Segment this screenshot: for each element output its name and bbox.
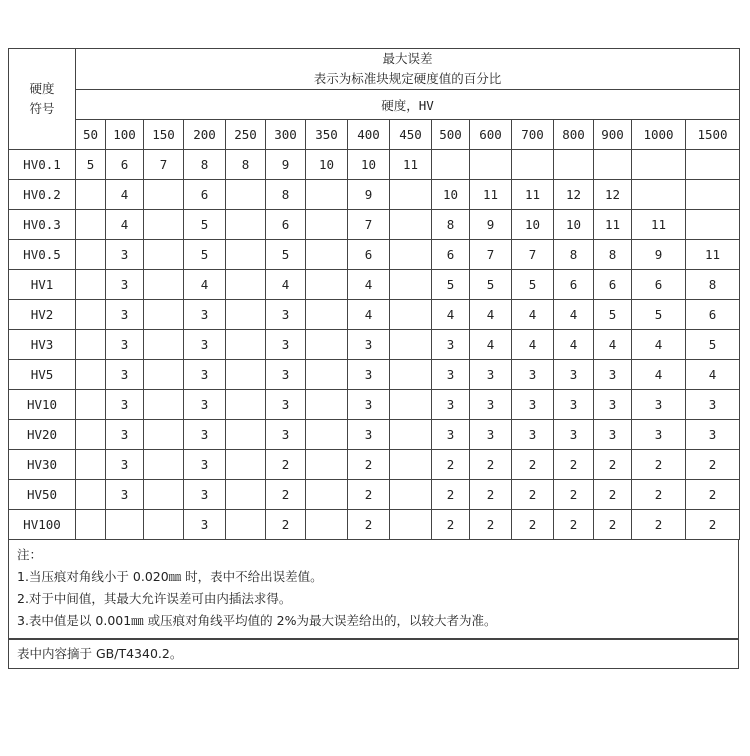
title-line2: 表示为标准块规定硬度值的百分比 [313, 71, 502, 86]
table-cell [76, 360, 106, 390]
table-cell: 11 [512, 180, 554, 210]
column-header: 50 [76, 120, 106, 150]
source-note: 表中内容摘于 GB/T4340.2。 [8, 639, 739, 669]
table-cell: 8 [226, 150, 266, 180]
column-header: 500 [432, 120, 470, 150]
table-cell: 3 [348, 360, 390, 390]
table-cell: 4 [632, 360, 686, 390]
column-header: 600 [470, 120, 512, 150]
table-row [9, 480, 740, 510]
table-row [9, 300, 740, 330]
table-cell: 3 [184, 420, 226, 450]
column-header: 250 [226, 120, 266, 150]
table-cell: 2 [432, 480, 470, 510]
table-cell [390, 300, 432, 330]
table-cell: 4 [348, 270, 390, 300]
table-cell: 8 [594, 240, 632, 270]
note-item-2: 2.对于中间值，其最大允许误差可由内插法求得。 [17, 591, 292, 606]
table-cell: 3 [184, 480, 226, 510]
table-cell: 3 [266, 300, 306, 330]
table-cell [144, 360, 184, 390]
table-cell [226, 330, 266, 360]
max-error-title [76, 49, 740, 90]
table-cell: 2 [470, 450, 512, 480]
row-label: HV0.1 [9, 150, 76, 180]
table-cell: 4 [432, 300, 470, 330]
table-cell: 10 [554, 210, 594, 240]
table-cell [390, 270, 432, 300]
table-cell [390, 360, 432, 390]
table-cell [226, 300, 266, 330]
table-cell [226, 480, 266, 510]
table-cell [144, 450, 184, 480]
table-cell [306, 510, 348, 540]
table-cell: 2 [632, 510, 686, 540]
table-cell: 3 [184, 360, 226, 390]
row-label: HV30 [9, 450, 76, 480]
table-cell: 5 [184, 210, 226, 240]
table-cell: 4 [106, 180, 144, 210]
table-cell: 7 [512, 240, 554, 270]
table-cell [554, 150, 594, 180]
table-cell: 3 [632, 420, 686, 450]
table-cell: 3 [594, 390, 632, 420]
table-cell [306, 210, 348, 240]
table-cell: 3 [470, 420, 512, 450]
table-cell [306, 330, 348, 360]
row-label: HV5 [9, 360, 76, 390]
table-cell: 2 [554, 480, 594, 510]
table-cell [144, 420, 184, 450]
table-cell: 5 [512, 270, 554, 300]
table-cell: 3 [106, 330, 144, 360]
column-header: 900 [594, 120, 632, 150]
table-cell: 4 [632, 330, 686, 360]
table-cell [594, 150, 632, 180]
table-cell [106, 510, 144, 540]
column-header: 200 [184, 120, 226, 150]
table-cell [76, 300, 106, 330]
table-cell: 9 [632, 240, 686, 270]
table-cell: 2 [432, 450, 470, 480]
table-cell [686, 210, 740, 240]
table-cell: 3 [106, 450, 144, 480]
table-cell [144, 210, 184, 240]
table-cell: 7 [144, 150, 184, 180]
table-cell [686, 150, 740, 180]
column-header: 450 [390, 120, 432, 150]
table-cell: 2 [594, 450, 632, 480]
table-cell: 2 [432, 510, 470, 540]
table-cell: 3 [106, 270, 144, 300]
table-cell [470, 150, 512, 180]
table-cell: 4 [512, 330, 554, 360]
table-row [9, 150, 740, 180]
table-cell: 11 [632, 210, 686, 240]
table-cell: 2 [266, 450, 306, 480]
table-row [9, 330, 740, 360]
table-cell: 8 [432, 210, 470, 240]
title-line1: 最大误差 [382, 51, 433, 66]
table-cell [390, 480, 432, 510]
table-cell [226, 510, 266, 540]
row-label: HV1 [9, 270, 76, 300]
table-cell: 2 [632, 480, 686, 510]
table-cell [306, 480, 348, 510]
table-cell: 3 [686, 390, 740, 420]
hardness-symbol-header [9, 49, 76, 150]
table-cell: 5 [632, 300, 686, 330]
table-cell: 7 [348, 210, 390, 240]
table-cell [390, 240, 432, 270]
table-cell [306, 450, 348, 480]
table-cell: 2 [348, 450, 390, 480]
table-cell: 6 [106, 150, 144, 180]
table-cell: 3 [594, 420, 632, 450]
table-cell [390, 420, 432, 450]
table-cell: 6 [432, 240, 470, 270]
table-row [9, 390, 740, 420]
table-cell: 8 [554, 240, 594, 270]
table-cell [226, 210, 266, 240]
table-cell: 3 [106, 240, 144, 270]
table-cell: 3 [432, 390, 470, 420]
table-cell [306, 240, 348, 270]
table-cell: 3 [632, 390, 686, 420]
table-cell [390, 390, 432, 420]
table-cell: 2 [470, 480, 512, 510]
table-cell: 2 [512, 450, 554, 480]
table-cell [144, 270, 184, 300]
table-cell: 2 [266, 480, 306, 510]
table-cell: 10 [512, 210, 554, 240]
table-cell: 6 [266, 210, 306, 240]
table-cell: 11 [686, 240, 740, 270]
table-cell: 3 [266, 360, 306, 390]
column-header: 800 [554, 120, 594, 150]
table-cell [144, 240, 184, 270]
table-cell: 4 [554, 300, 594, 330]
table-cell: 3 [348, 390, 390, 420]
table-cell [432, 150, 470, 180]
table-cell: 3 [106, 420, 144, 450]
row-label: HV20 [9, 420, 76, 450]
table-cell: 3 [348, 420, 390, 450]
table-cell: 12 [554, 180, 594, 210]
row-label: HV2 [9, 300, 76, 330]
table-cell: 2 [686, 480, 740, 510]
table-row [9, 180, 740, 210]
table-cell: 3 [266, 330, 306, 360]
table-cell: 5 [266, 240, 306, 270]
table-cell [226, 390, 266, 420]
table-cell [76, 480, 106, 510]
table-cell [226, 420, 266, 450]
table-cell: 4 [512, 300, 554, 330]
table-cell: 6 [348, 240, 390, 270]
table-cell: 2 [348, 480, 390, 510]
table-cell: 5 [76, 150, 106, 180]
table-cell: 4 [594, 330, 632, 360]
table-cell: 11 [470, 180, 512, 210]
table-cell [390, 210, 432, 240]
table-cell [306, 360, 348, 390]
table-cell [144, 390, 184, 420]
table-cell: 6 [686, 300, 740, 330]
row-label: HV3 [9, 330, 76, 360]
table-cell: 3 [184, 510, 226, 540]
table-cell: 9 [470, 210, 512, 240]
table-cell: 3 [470, 390, 512, 420]
table-body [9, 150, 740, 540]
table-cell: 10 [306, 150, 348, 180]
table-cell: 3 [432, 420, 470, 450]
table-row [9, 450, 740, 480]
table-cell: 6 [594, 270, 632, 300]
table-cell: 2 [512, 510, 554, 540]
table-cell: 10 [348, 150, 390, 180]
table-cell: 3 [184, 450, 226, 480]
table-cell: 5 [184, 240, 226, 270]
table-cell [76, 210, 106, 240]
table-cell [144, 330, 184, 360]
note-item-1: 1.当压痕对角线小于 0.020㎜ 时，表中不给出误差值。 [17, 569, 323, 584]
table-cell: 5 [470, 270, 512, 300]
table-row [9, 510, 740, 540]
row-label: HV0.2 [9, 180, 76, 210]
table-cell: 2 [594, 480, 632, 510]
table-cell: 5 [686, 330, 740, 360]
column-header: 300 [266, 120, 306, 150]
table-cell [306, 180, 348, 210]
table-cell: 2 [686, 510, 740, 540]
table-cell [226, 270, 266, 300]
table-cell: 3 [432, 360, 470, 390]
table-cell: 3 [470, 360, 512, 390]
table-cell: 3 [512, 360, 554, 390]
notes-heading: 注： [17, 547, 43, 562]
table-cell: 3 [512, 420, 554, 450]
table-cell [144, 480, 184, 510]
table-cell [76, 450, 106, 480]
hardness-error-sheet [8, 48, 739, 669]
table-row [9, 240, 740, 270]
table-cell: 2 [470, 510, 512, 540]
table-cell: 2 [686, 450, 740, 480]
table-cell: 4 [348, 300, 390, 330]
row-label: HV50 [9, 480, 76, 510]
table-cell: 8 [184, 150, 226, 180]
column-header-row [9, 120, 740, 150]
table-cell: 8 [266, 180, 306, 210]
symbol-header-line1: 硬度 [29, 81, 55, 96]
table-cell [144, 510, 184, 540]
column-header: 400 [348, 120, 390, 150]
table-cell: 6 [632, 270, 686, 300]
table-cell: 3 [686, 420, 740, 450]
table-cell: 2 [594, 510, 632, 540]
table-cell: 9 [266, 150, 306, 180]
table-cell: 6 [554, 270, 594, 300]
table-cell: 2 [348, 510, 390, 540]
table-cell [390, 450, 432, 480]
table-cell [76, 270, 106, 300]
table-cell [306, 390, 348, 420]
table-cell [632, 150, 686, 180]
row-label: HV100 [9, 510, 76, 540]
hardness-label: 硬度，HV [76, 90, 740, 120]
column-header: 100 [106, 120, 144, 150]
table-cell: 3 [106, 300, 144, 330]
table-cell: 3 [266, 390, 306, 420]
table-cell [306, 270, 348, 300]
table-cell: 3 [554, 420, 594, 450]
table-cell: 10 [432, 180, 470, 210]
column-header: 1500 [686, 120, 740, 150]
table-cell: 11 [390, 150, 432, 180]
table-cell: 4 [470, 330, 512, 360]
table-cell: 2 [512, 480, 554, 510]
table-cell: 3 [594, 360, 632, 390]
table-cell: 3 [106, 480, 144, 510]
table-cell [76, 180, 106, 210]
row-label: HV0.3 [9, 210, 76, 240]
table-cell: 5 [594, 300, 632, 330]
row-label: HV10 [9, 390, 76, 420]
table-cell: 5 [432, 270, 470, 300]
table-cell: 3 [266, 420, 306, 450]
table-cell: 3 [554, 390, 594, 420]
column-header: 150 [144, 120, 184, 150]
table-cell [144, 180, 184, 210]
table-cell: 4 [470, 300, 512, 330]
table-cell: 2 [554, 450, 594, 480]
symbol-header-line2: 符号 [29, 101, 55, 116]
notes-section [8, 540, 739, 639]
table-cell: 3 [554, 360, 594, 390]
table-cell [632, 180, 686, 210]
table-cell: 3 [512, 390, 554, 420]
table-cell: 6 [184, 180, 226, 210]
table-cell: 2 [632, 450, 686, 480]
table-cell: 3 [184, 300, 226, 330]
table-cell: 9 [348, 180, 390, 210]
table-cell: 3 [432, 330, 470, 360]
table-cell [76, 510, 106, 540]
table-cell: 4 [686, 360, 740, 390]
table-cell: 3 [106, 390, 144, 420]
max-error-table [8, 48, 740, 540]
table-row [9, 270, 740, 300]
table-cell: 2 [554, 510, 594, 540]
table-cell [226, 180, 266, 210]
table-cell: 3 [184, 330, 226, 360]
table-cell: 4 [554, 330, 594, 360]
table-cell: 3 [106, 360, 144, 390]
table-row [9, 420, 740, 450]
table-cell: 7 [470, 240, 512, 270]
table-cell: 3 [184, 390, 226, 420]
table-cell [226, 240, 266, 270]
table-cell: 4 [184, 270, 226, 300]
row-label: HV0.5 [9, 240, 76, 270]
table-cell [390, 510, 432, 540]
table-cell [390, 180, 432, 210]
column-header: 350 [306, 120, 348, 150]
table-cell [686, 180, 740, 210]
table-cell: 11 [594, 210, 632, 240]
table-cell [390, 330, 432, 360]
table-cell: 3 [348, 330, 390, 360]
table-cell: 8 [686, 270, 740, 300]
table-cell [306, 300, 348, 330]
table-row [9, 210, 740, 240]
table-cell [76, 420, 106, 450]
table-cell: 4 [106, 210, 144, 240]
column-header: 1000 [632, 120, 686, 150]
column-header: 700 [512, 120, 554, 150]
table-cell [144, 300, 184, 330]
table-cell: 2 [266, 510, 306, 540]
table-row [9, 360, 740, 390]
table-cell [76, 390, 106, 420]
table-cell [306, 420, 348, 450]
table-cell: 4 [266, 270, 306, 300]
table-cell [226, 450, 266, 480]
note-item-3: 3.表中值是以 0.001㎜ 或压痕对角线平均值的 2%为最大误差给出的，以较大者为准。 [17, 613, 497, 628]
table-cell: 12 [594, 180, 632, 210]
table-cell [76, 330, 106, 360]
table-cell [512, 150, 554, 180]
table-cell [76, 240, 106, 270]
table-cell [226, 360, 266, 390]
